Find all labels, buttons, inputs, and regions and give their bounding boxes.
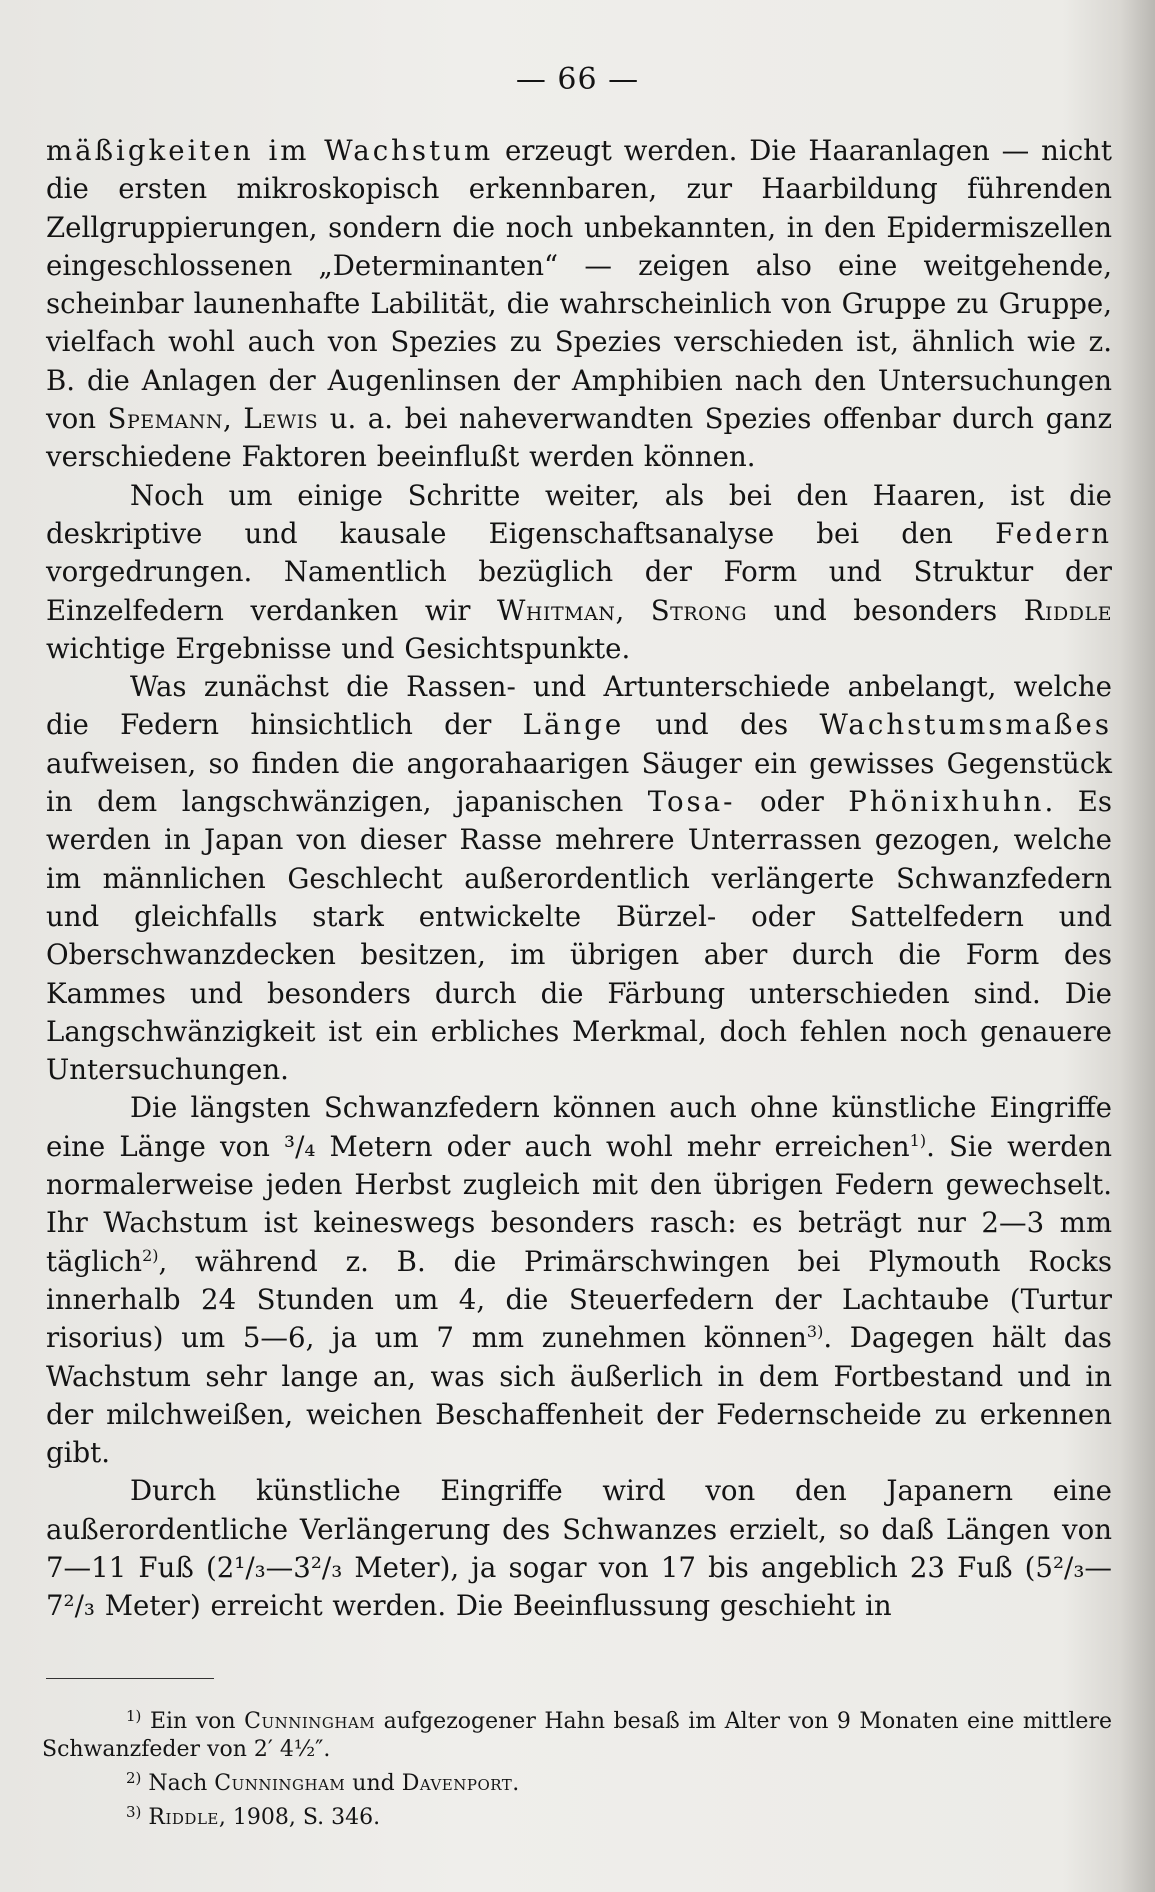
emphasized-text: Länge [522, 708, 625, 742]
author-name: Strong [650, 593, 748, 627]
author-name: Spemann [107, 402, 224, 436]
footnote-reference: 1) [909, 1130, 927, 1150]
author-name: Riddle [1023, 593, 1113, 627]
text-run: , während z. B. die Primärschwingen bei Plymouth Rocks innerhalb 24 Stunden um 4, die Steuerfedern der Lachtaube (Turtur risorius) um 5—6, ja um 7 mm zunehmen können [46, 1244, 1112, 1355]
text-run: u. a. bei naheverwandten Spezies offenbar durch ganz verschiedene Faktoren beeinflußt werden können. [46, 402, 1112, 474]
text-run: , 1908, S. 346. [218, 1805, 381, 1830]
footnote-mark: 3) [126, 1803, 142, 1821]
text-run: und des [624, 708, 820, 742]
footnote-mark: 2) [126, 1769, 142, 1787]
emphasized-text: Phönixhuhn [848, 785, 1045, 819]
footnote [42, 1764, 1112, 1798]
footnote [42, 1702, 1112, 1764]
text-run: wichtige Ergebnisse und Gesichtspunkte. [46, 631, 631, 665]
text-run: vorgedrungen. Namentlich bezüglich der Form und Struktur der Einzelfedern verdanken wir [46, 555, 1112, 627]
footnote-divider [46, 1678, 214, 1679]
author-name: Cunningham [244, 1709, 376, 1734]
footnote-reference: 3) [806, 1322, 824, 1342]
footnote [42, 1798, 1112, 1832]
text-run: erzeugt werden. Die Haaranlagen — nicht die ersten mikroskopisch erkennbaren, zur Haarbildung führenden Zellgruppierungen, sondern die noch unbekannten, in den Epidermiszellen eingeschlossenen „Determinanten“ — zeigen also eine weitgehende, scheinbar launenhafte Labilität, die wahrscheinlich von Gruppe zu Gruppe, vielfach wohl auch von Spezies zu Spezies verschieden ist, ähnlich wie z. B. die Anlagen der Augenlinsen der Amphibien nach den Untersuchungen von [46, 134, 1113, 436]
paragraph [46, 1472, 1112, 1625]
text-run: und [345, 1771, 402, 1796]
text-run: und besonders [747, 593, 1024, 627]
emphasized-text: Federn [995, 516, 1112, 550]
text-run: . Sie werden normalerweise jeden Herbst zugleich mit den übrigen Federn gewechselt. Ihr Wachstum ist keineswegs besonders rasch: es beträgt nur 2—3 mm täglich [46, 1129, 1113, 1278]
text-run: . Dagegen hält das Wachstum sehr lange an, was sich äußerlich in dem Fortbestand und in der milchweißen, weichen Beschaffenheit der Federnscheide zu erkennen gibt. [46, 1321, 1112, 1470]
page-number: — 66 — [515, 62, 640, 97]
text-run: Die längsten Schwanzfedern können auch ohne künstliche Eingriffe eine Länge von ³/₄ Metern oder auch wohl mehr erreichen [46, 1091, 1112, 1163]
author-name: Riddle [148, 1805, 219, 1830]
emphasized-text: Wachstumsmaßes [819, 708, 1112, 742]
text-run: , [223, 402, 244, 436]
footnotes [42, 1702, 1112, 1832]
paragraph [46, 477, 1112, 668]
text-run: Noch um einige Schritte weiter, als bei den Haaren, ist die deskriptive und kausale Eigenschaftsanalyse bei den [46, 478, 1112, 550]
paragraph [46, 132, 1112, 477]
text-run: , [615, 593, 651, 627]
emphasized-text: Tosa- [647, 785, 736, 819]
text-run: Nach [148, 1771, 215, 1796]
text-run: aufgezogener Hahn besaß im Alter von 9 Monaten eine mittlere Schwanzfeder von 2′ 4½″. [42, 1709, 1112, 1762]
author-name: Whitman [497, 593, 616, 627]
emphasized-text: mäßigkeiten im Wachstum [46, 134, 494, 167]
footnote-reference: 2) [142, 1245, 159, 1265]
text-run: . [512, 1771, 520, 1796]
paragraph [46, 1089, 1112, 1472]
text-run: . Es werden in Japan von dieser Rasse mehrere Unterrassen gezogen, welche im männlichen Geschlecht außerordentlich verlängerte Schwanzfedern und gleichfalls stark entwickelte Bürzel- oder Sattelfedern und Oberschwanzdecken besitzen, im übrigen aber durch die Form des Kammes und besonders durch die Färbung unterschieden sind. Die Langschwänzigkeit ist ein erbliches Merkmal, doch fehlen noch genauere Untersuchungen. [46, 785, 1112, 1087]
body-text [46, 132, 1112, 1626]
author-name: Lewis [243, 402, 319, 436]
text-run: aufweisen, so finden die angorahaarigen Säuger ein gewisses Gegenstück in dem langschwänzigen, japanischen [46, 746, 1112, 819]
text-run: Durch künstliche Eingriffe wird von den Japanern eine außerordentliche Verlängerung des Schwanzes erzielt, so daß Längen von 7—11 Fuß (2¹/₃—3²/₃ Meter), ja sogar von 17 bis angeblich 23 Fuß (5²/₃—7²/₃ Meter) erreicht werden. Die Beeinflussung geschieht in [46, 1474, 1112, 1623]
paragraph [46, 668, 1112, 1089]
author-name: Davenport [401, 1771, 513, 1796]
author-name: Cunningham [214, 1771, 346, 1796]
text-run: oder [735, 785, 849, 819]
text-run: Was zunächst die Rassen- und Artunterschiede anbelangt, welche die Federn hinsichtlich der [46, 670, 1112, 742]
footnote-mark: 1) [126, 1707, 142, 1725]
text-run: Ein von [149, 1709, 245, 1734]
